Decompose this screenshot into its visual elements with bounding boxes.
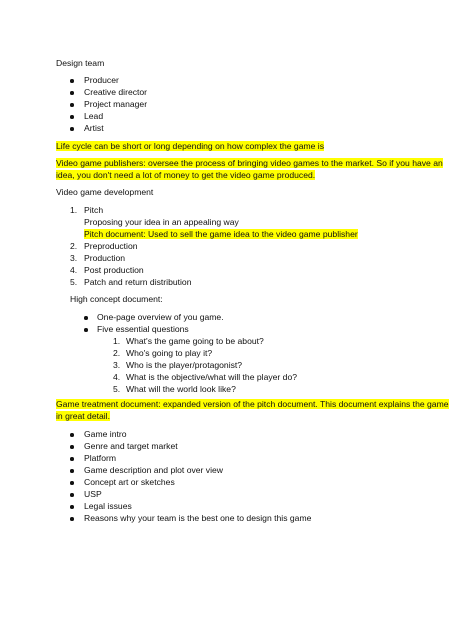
list-item-text: Artist <box>84 123 104 133</box>
list-item-text: Reasons why your team is the best one to design this game <box>84 513 312 523</box>
highlighted-text: Game treatment document: expanded version of the pitch document. This document explains the game <box>56 399 449 409</box>
note-life-cycle <box>56 140 324 152</box>
bullet-icon <box>70 481 74 485</box>
list-number: 3. <box>70 253 78 263</box>
list-item-detail: Proposing your idea in an appealing way <box>84 217 239 227</box>
list-item-text: Game description and plot over view <box>84 465 224 475</box>
bullet-icon <box>70 127 74 131</box>
bullet-icon <box>84 316 88 320</box>
bullet-icon <box>70 493 74 497</box>
list-item-text: What is the objective/what will the player do? <box>126 372 298 382</box>
highlighted-text: Pitch document: Used to sell the game idea to the video game publisher <box>84 229 358 239</box>
list-number: 3. <box>113 360 121 370</box>
list-number: 5. <box>113 384 121 394</box>
list-item-text: Platform <box>84 453 116 463</box>
list-item-text: Legal issues <box>84 501 132 511</box>
list-item-text: Production <box>84 253 126 263</box>
list-item-text: Project manager <box>84 99 148 109</box>
bullet-icon <box>70 115 74 119</box>
list-item-text: What's the game going to be about? <box>126 336 264 346</box>
list-item-text: Genre and target market <box>84 441 178 451</box>
highlighted-text: idea, you don't need a lot of money to get the video game produced. <box>56 170 316 180</box>
list-item-text: Patch and return distribution <box>84 277 192 287</box>
list-item-text: Lead <box>84 111 104 121</box>
note-treatment-line2 <box>56 410 110 422</box>
list-item-text: Creative director <box>84 87 148 97</box>
bullet-icon <box>70 445 74 449</box>
list-item-text: Concept art or sketches <box>84 477 175 487</box>
highlighted-text: in great detail. <box>56 411 110 421</box>
bullet-icon <box>70 505 74 509</box>
list-item-text: Who is the player/protagonist? <box>126 360 243 370</box>
list-item-text: Pitch <box>84 205 104 215</box>
highlighted-text: Video game publishers: oversee the process of bringing video games to the market. So if you have an <box>56 158 443 168</box>
bullet-icon <box>70 433 74 437</box>
bullet-icon <box>84 328 88 332</box>
list-item-text: USP <box>84 489 102 499</box>
list-item-text: Producer <box>84 75 119 85</box>
list-item-text: Five essential questions <box>97 324 189 334</box>
list-number: 5. <box>70 277 78 287</box>
note-publishers-line1 <box>56 157 443 169</box>
bullet-icon <box>70 91 74 95</box>
list-item-text: One-page overview of you game. <box>97 312 224 322</box>
list-item-text: Preproduction <box>84 241 138 251</box>
list-number: 4. <box>70 265 78 275</box>
bullet-icon <box>70 457 74 461</box>
note-treatment-line1 <box>56 398 449 410</box>
bullet-icon <box>70 79 74 83</box>
list-item-text: Post production <box>84 265 144 275</box>
list-number: 1. <box>113 336 121 346</box>
list-item-text: Who's going to play it? <box>126 348 213 358</box>
bullet-icon <box>70 517 74 521</box>
list-number: 2. <box>113 348 121 358</box>
list-item-text: Game intro <box>84 429 127 439</box>
bullet-icon <box>70 103 74 107</box>
heading-high-concept: High concept document: <box>70 294 163 304</box>
note-publishers-line2 <box>56 169 315 181</box>
bullet-icon <box>70 469 74 473</box>
heading-design-team: Design team <box>56 58 105 68</box>
list-item-text: What will the world look like? <box>126 384 236 394</box>
pitch-document-note <box>84 228 358 240</box>
list-number: 2. <box>70 241 78 251</box>
list-number: 4. <box>113 372 121 382</box>
list-number: 1. <box>70 205 78 215</box>
heading-video-game-development: Video game development <box>56 187 154 197</box>
highlighted-text: Life cycle can be short or long depending on how complex the game is <box>56 141 325 151</box>
